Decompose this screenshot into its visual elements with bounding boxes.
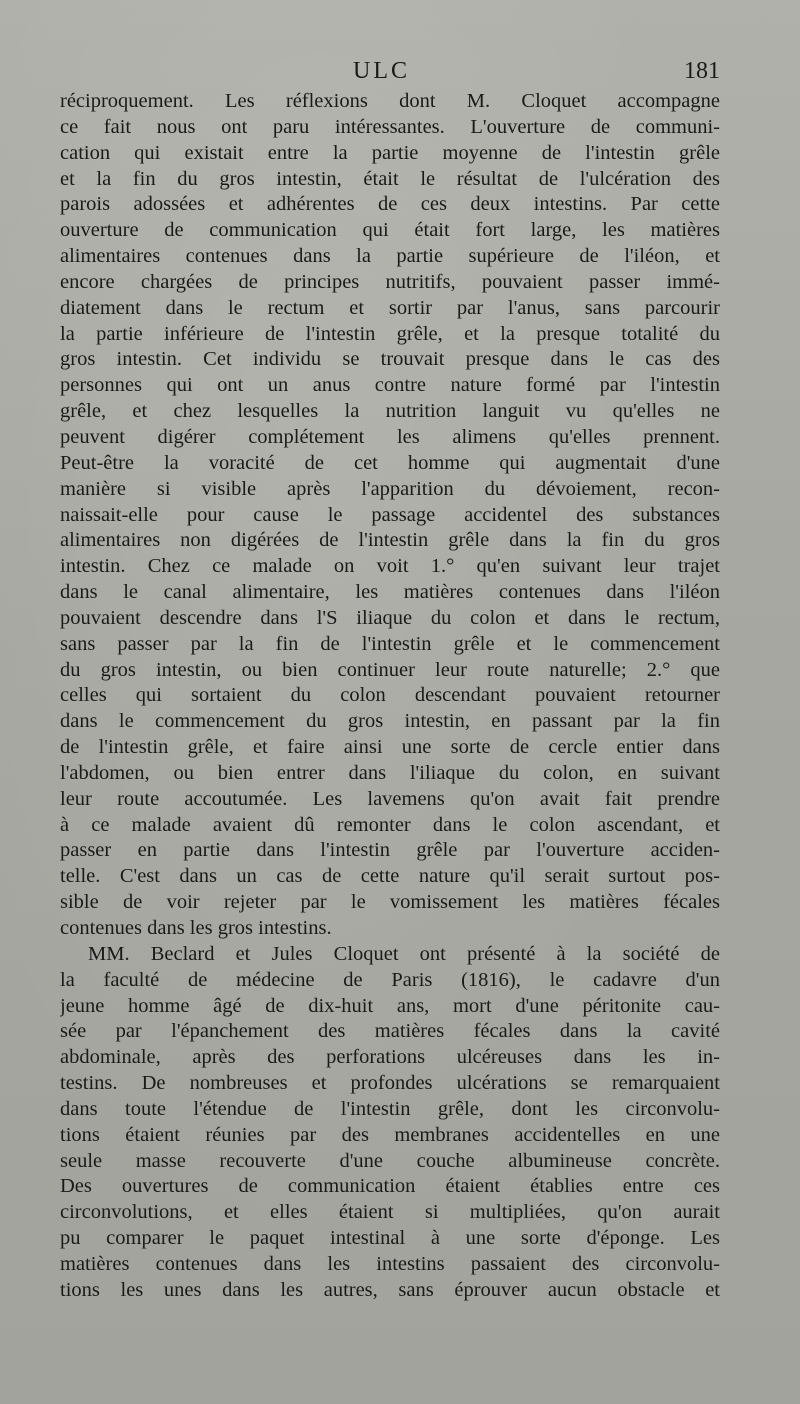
text-line: manière si visible après l'apparition du dévoiement, recon- xyxy=(60,477,720,500)
text-line: testins. De nombreuses et profondes ulcérations se remarquaient xyxy=(60,1072,720,1095)
text-line: sans passer par la fin de l'intestin grêle et le commencement xyxy=(60,632,720,655)
text-line: pu comparer le paquet intestinal à une sorte d'éponge. Les xyxy=(60,1227,720,1250)
text-line: seule masse recouverte d'une couche albumineuse concrète. xyxy=(60,1149,720,1172)
text-line: diatement dans le rectum et sortir par l'anus, sans parcourir xyxy=(60,296,720,319)
text-line: dans le commencement du gros intestin, en passant par la fin xyxy=(60,710,720,733)
text-line: dans toute l'étendue de l'intestin grêle, dont les circonvolu- xyxy=(60,1097,720,1120)
text-line: du gros intestin, ou bien continuer leur route naturelle; 2.° que xyxy=(60,658,720,681)
text-line: grêle, et chez lesquelles la nutrition languit vu qu'elles ne xyxy=(60,400,720,423)
text-line: de l'intestin grêle, et faire ainsi une sorte de cercle entier dans xyxy=(60,736,720,759)
text-line: ouverture de communication qui était fort large, les matières xyxy=(60,219,720,242)
text-line: passer en partie dans l'intestin grêle par l'ouverture acciden- xyxy=(60,839,720,862)
text-line: ce fait nous ont paru intéressantes. L'ouverture de communi- xyxy=(60,115,720,138)
paragraph-2 xyxy=(60,942,720,1304)
text-line: circonvolutions, et elles étaient si multipliées, qu'on aurait xyxy=(60,1201,720,1224)
text-line: naissait-elle pour cause le passage accidentel des substances xyxy=(60,503,720,526)
text-line: peuvent digérer complétement les alimens qu'elles prennent. xyxy=(60,425,720,448)
text-line: la faculté de médecine de Paris (1816), le cadavre d'un xyxy=(60,968,720,991)
text-line: encore chargées de principes nutritifs, pouvaient passer immé- xyxy=(60,270,720,293)
text-line: à ce malade avaient dû remonter dans le colon ascendant, et xyxy=(60,813,720,836)
text-line: personnes qui ont un anus contre nature formé par l'intestin xyxy=(60,374,720,397)
text-line: cation qui existait entre la partie moyenne de l'intestin grêle xyxy=(60,141,720,164)
text-line: pouvaient descendre dans l'S iliaque du colon et dans le rectum, xyxy=(60,606,720,629)
text-line: réciproquement. Les réflexions dont M. Cloquet accompagne xyxy=(60,90,720,112)
text-line: l'abdomen, ou bien entrer dans l'iliaque du colon, en suivant xyxy=(60,761,720,784)
text-line: leur route accoutumée. Les lavemens qu'on avait fait prendre xyxy=(60,787,720,810)
text-line: parois adossées et adhérentes de ces deux intestins. Par cette xyxy=(60,193,720,216)
text-line: alimentaires contenues dans la partie supérieure de l'iléon, et xyxy=(60,245,720,268)
text-line: alimentaires non digérées de l'intestin grêle dans la fin du gros xyxy=(60,529,720,552)
text-line: tions les unes dans les autres, sans éprouver aucun obstacle et xyxy=(60,1278,720,1301)
text-line: sée par l'épanchement des matières fécales dans la cavité xyxy=(60,1020,720,1043)
running-head: ULC xyxy=(353,58,410,84)
text-line: Peut-être la voracité de cet homme qui augmentait d'une xyxy=(60,451,720,474)
text-line: matières contenues dans les intestins passaient des circonvolu- xyxy=(60,1252,720,1275)
text-line: contenues dans les gros intestins. xyxy=(60,917,332,939)
body-text xyxy=(60,89,720,1304)
text-line: Des ouvertures de communication étaient établies entre ces xyxy=(60,1175,720,1198)
text-line: sible de voir rejeter par le vomissement les matières fécales xyxy=(60,891,720,914)
text-line: dans le canal alimentaire, les matières contenues dans l'iléon xyxy=(60,581,720,604)
paragraph-1 xyxy=(60,89,720,942)
text-line: et la fin du gros intestin, était le résultat de l'ulcération des xyxy=(60,167,720,190)
page-number: 181 xyxy=(684,58,720,84)
text-line: telle. C'est dans un cas de cette nature qu'il serait surtout pos- xyxy=(60,865,720,888)
text-line: abdominale, après des perforations ulcéreuses dans les in- xyxy=(60,1046,720,1069)
text-line: la partie inférieure de l'intestin grêle, et la presque totalité du xyxy=(60,322,720,345)
text-line: gros intestin. Cet individu se trouvait presque dans le cas des xyxy=(60,348,720,371)
text-line: celles qui sortaient du colon descendant pouvaient retourner xyxy=(60,684,720,707)
text-line: jeune homme âgé de dix-huit ans, mort d'une péritonite cau- xyxy=(60,994,720,1017)
text-line: MM. Beclard et Jules Cloquet ont présenté à la société de xyxy=(88,942,720,965)
text-line: tions étaient réunies par des membranes accidentelles en une xyxy=(60,1123,720,1146)
text-line: intestin. Chez ce malade on voit 1.° qu'en suivant leur trajet xyxy=(60,555,720,578)
